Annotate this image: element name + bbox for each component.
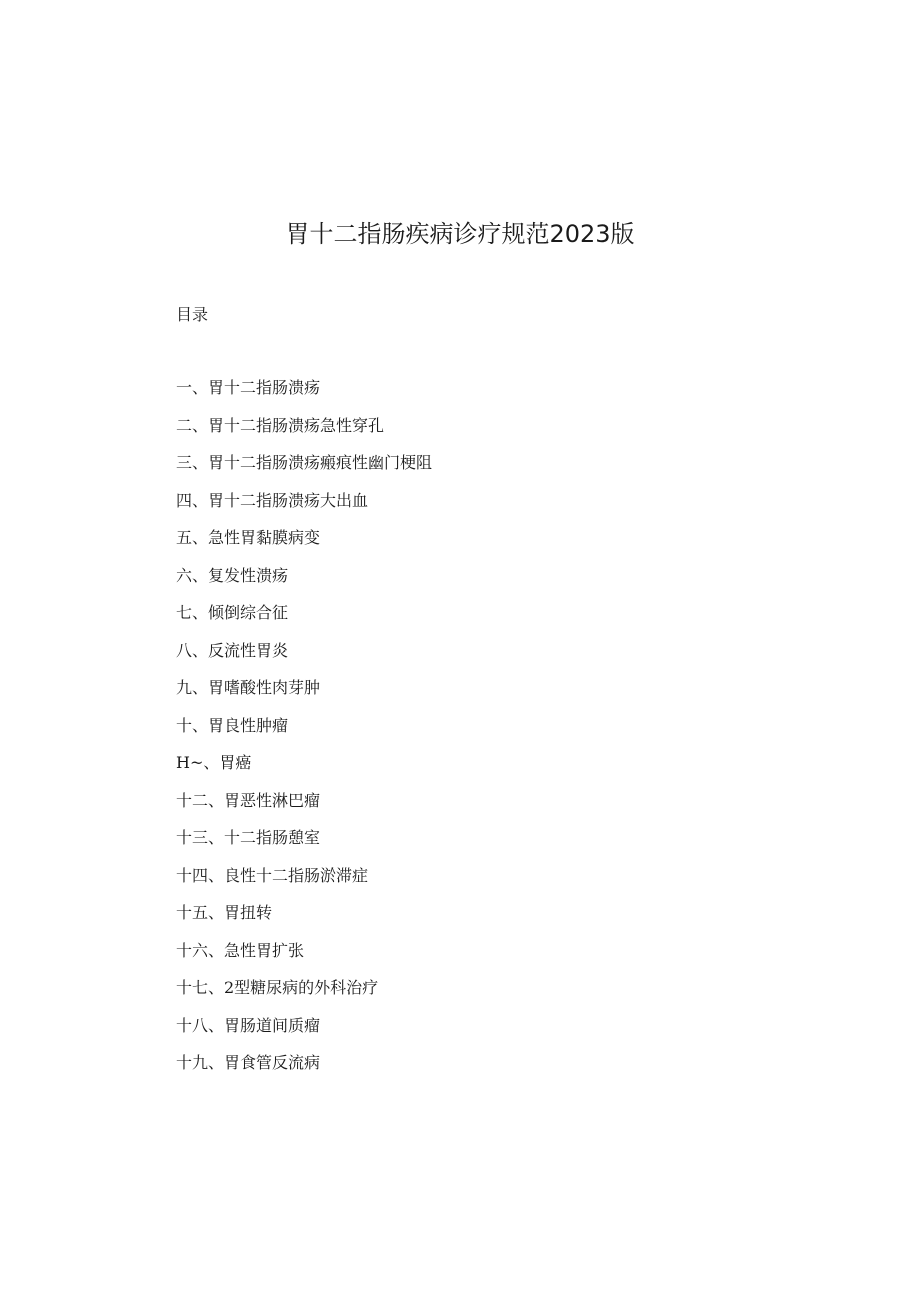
toc-item: 四、胃十二指肠溃疡大出血 — [176, 490, 369, 510]
toc-heading: 目录 — [176, 305, 209, 324]
toc-item: 十二、胃恶性淋巴瘤 — [176, 790, 321, 810]
toc-item: 十八、胃肠道间质瘤 — [176, 1015, 321, 1035]
toc-item: 二、胃十二指肠溃疡急性穿孔 — [176, 415, 385, 435]
toc-list — [176, 376, 432, 1089]
toc-item: 十九、胃食管反流病 — [176, 1053, 321, 1072]
toc-item: 五、急性胃黏膜病变 — [176, 528, 321, 547]
document-title: 胃十二指肠疾病诊疗规范2023版 — [285, 220, 635, 248]
toc-item: 三、胃十二指肠溃疡瘢痕性幽门梗阻 — [176, 453, 433, 472]
toc-item: 十六、急性胃扩张 — [176, 940, 305, 960]
toc-item: 九、胃嗜酸性肉芽肿 — [176, 678, 321, 697]
toc-item: 十、胃良性肿瘤 — [176, 715, 289, 735]
toc-item: 十三、十二指肠憩室 — [176, 828, 321, 847]
toc-item: H~、胃癌 — [176, 753, 252, 772]
toc-item: 六、复发性溃疡 — [176, 565, 289, 585]
toc-item: 十七、2型糖尿病的外科治疗 — [176, 978, 379, 997]
toc-item: 十四、良性十二指肠淤滞症 — [176, 865, 369, 885]
toc-item: 一、胃十二指肠溃疡 — [176, 378, 321, 397]
toc-item: 十五、胃扭转 — [176, 903, 273, 922]
toc-item: 七、倾倒综合征 — [176, 603, 289, 622]
toc-item: 八、反流性胃炎 — [176, 640, 289, 660]
